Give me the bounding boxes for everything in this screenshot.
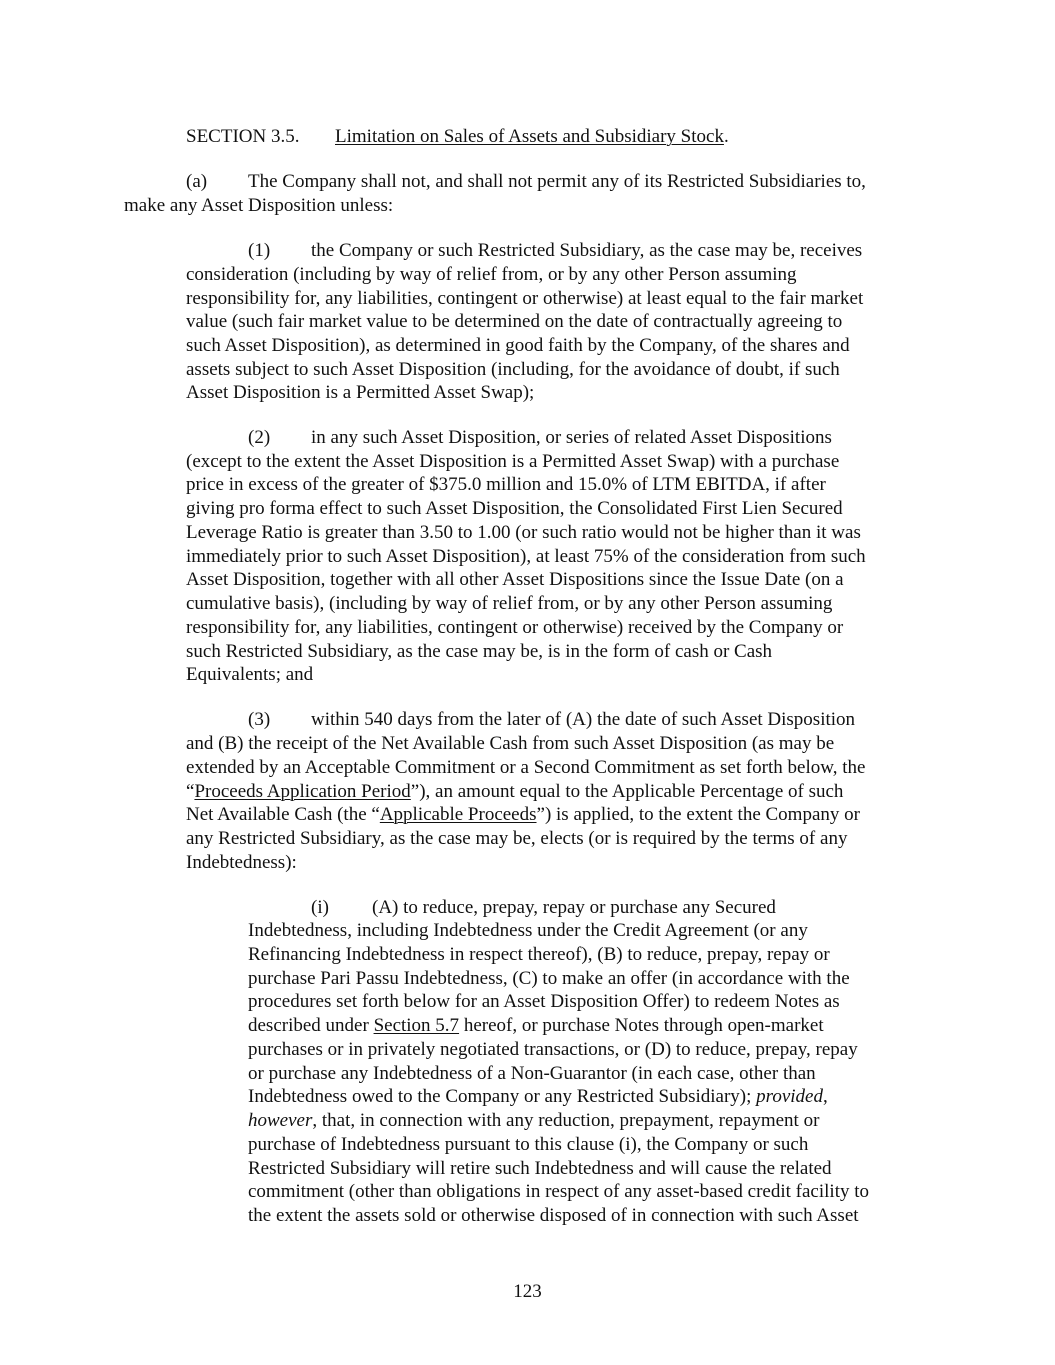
item-i-text: ,	[823, 1086, 828, 1107]
quote-open: “	[186, 781, 195, 802]
section-title-text: Limitation on Sales of Assets and Subsidiary Stock	[335, 126, 724, 147]
page-number: 123	[513, 1281, 542, 1302]
italic-however: however	[248, 1110, 313, 1131]
item-1-line: Asset Disposition is a Permitted Asset Swap);	[186, 382, 535, 403]
defined-term-applicable-proceeds: Applicable Proceeds	[379, 804, 537, 825]
item-1-line: assets subject to such Asset Disposition (including, for the avoidance of doubt, if such	[186, 359, 840, 380]
item-i-line	[248, 1110, 819, 1132]
item-2-line: Leverage Ratio is greater than 3.50 to 1.00 (or such ratio would not be higher than it was	[186, 522, 861, 543]
item-2-line: cumulative basis), (including by way of relief from, or by any other Person assuming	[186, 593, 833, 614]
item-2-line: responsibility for, any liabilities, contingent or otherwise) received by the Company or	[186, 617, 844, 638]
item-2-line: immediately prior to such Asset Disposition), at least 75% of the consideration from such	[186, 546, 866, 567]
para-a-line: The Company shall not, and shall not permit any of its Restricted Subsidiaries to,	[248, 171, 866, 192]
section-title	[335, 126, 729, 148]
item-i-line: procedures set forth below for an Asset Disposition Offer) to redeem Notes as	[248, 991, 840, 1012]
item-3-marker: (3)	[248, 709, 271, 730]
para-a-marker: (a)	[186, 171, 208, 192]
item-3-line: Indebtedness):	[186, 852, 297, 873]
item-i-line	[248, 1086, 828, 1108]
item-i-text: , that, in connection with any reduction, prepayment, repayment or	[312, 1110, 820, 1131]
item-1-line: value (such fair market value to be determined on the date of contractually agreeing to	[186, 311, 843, 332]
section-5-7-reference: Section 5.7	[373, 1015, 460, 1036]
item-i-text: hereof, or purchase Notes through open-market	[459, 1015, 824, 1036]
item-i-line: purchase Pari Passu Indebtedness, (C) to make an offer (in accordance with the	[248, 968, 850, 989]
item-3-text: ”), an amount equal to the Applicable Percentage of such	[410, 781, 844, 802]
item-3-line: within 540 days from the later of (A) the date of such Asset Disposition	[311, 709, 856, 730]
item-3-line: and (B) the receipt of the Net Available Cash from such Asset Disposition (as may be	[186, 733, 835, 754]
item-i-line: (A) to reduce, prepay, repay or purchase any Secured	[372, 897, 776, 918]
item-i-line: commitment (other than obligations in respect of any asset-based credit facility to	[248, 1181, 870, 1202]
defined-term-proceeds-application-period: Proceeds Application Period	[194, 781, 411, 802]
item-i-line: Restricted Subsidiary will retire such Indebtedness and will cause the related	[248, 1158, 832, 1179]
item-2-line: in any such Asset Disposition, or series of related Asset Dispositions	[311, 427, 832, 448]
item-2-line: such Restricted Subsidiary, as the case may be, is in the form of cash or Cash	[186, 641, 773, 662]
item-1-line: the Company or such Restricted Subsidiary, as the case may be, receives	[311, 240, 863, 261]
item-2-line: Equivalents; and	[186, 664, 314, 685]
item-3-line: extended by an Acceptable Commitment or a Second Commitment as set forth below, the	[186, 757, 866, 778]
item-2-line: (except to the extent the Asset Disposition is a Permitted Asset Swap) with a purchase	[186, 451, 840, 472]
item-i-line: or purchase any Indebtedness of a Non-Guarantor (in each case, other than	[248, 1063, 816, 1084]
item-2-line: Asset Disposition, together with all other Asset Dispositions since the Issue Date (on a	[186, 569, 844, 590]
para-a-line: make any Asset Disposition unless:	[124, 195, 394, 216]
item-3-line	[186, 781, 843, 803]
item-i-line: purchases or in privately negotiated transactions, or (D) to reduce, prepay, repay	[248, 1039, 858, 1060]
section-number: SECTION 3.5.	[186, 126, 300, 147]
item-i-text: Indebtedness owed to the Company or any Restricted Subsidiary);	[248, 1086, 757, 1107]
item-1-line: such Asset Disposition), as determined in good faith by the Company, of the shares and	[186, 335, 850, 356]
italic-provided: provided	[756, 1086, 823, 1107]
item-1-line: responsibility for, any liabilities, contingent or otherwise) at least equal to the fair market	[186, 288, 864, 309]
item-2-line: giving pro forma effect to such Asset Disposition, the Consolidated First Lien Secured	[186, 498, 843, 519]
item-3-text: ”) is applied, to the extent the Company or	[536, 804, 860, 825]
section-title-period: .	[723, 126, 729, 147]
item-1-line: consideration (including by way of relief from, or by any other Person assuming	[186, 264, 797, 285]
item-3-line	[186, 804, 860, 826]
item-i-line: purchase of Indebtedness pursuant to this clause (i), the Company or such	[248, 1134, 809, 1155]
item-i-line: Indebtedness, including Indebtedness under the Credit Agreement (or any	[248, 920, 808, 941]
item-i-text: described under	[248, 1015, 374, 1036]
item-i-line: Refinancing Indebtedness in respect thereof), (B) to reduce, prepay, repay or	[248, 944, 830, 965]
item-3-line: any Restricted Subsidiary, as the case may be, elects (or is required by the terms of any	[186, 828, 848, 849]
item-3-text: Net Available Cash (the “	[186, 804, 380, 825]
item-i-line: the extent the assets sold or otherwise disposed of in connection with such Asset	[248, 1205, 859, 1226]
item-i-line	[248, 1015, 824, 1037]
item-1-marker: (1)	[248, 240, 271, 261]
item-i-marker: (i)	[311, 897, 329, 918]
item-2-line: price in excess of the greater of $375.0 million and 15.0% of LTM EBITDA, if after	[186, 474, 826, 495]
item-2-marker: (2)	[248, 427, 271, 448]
